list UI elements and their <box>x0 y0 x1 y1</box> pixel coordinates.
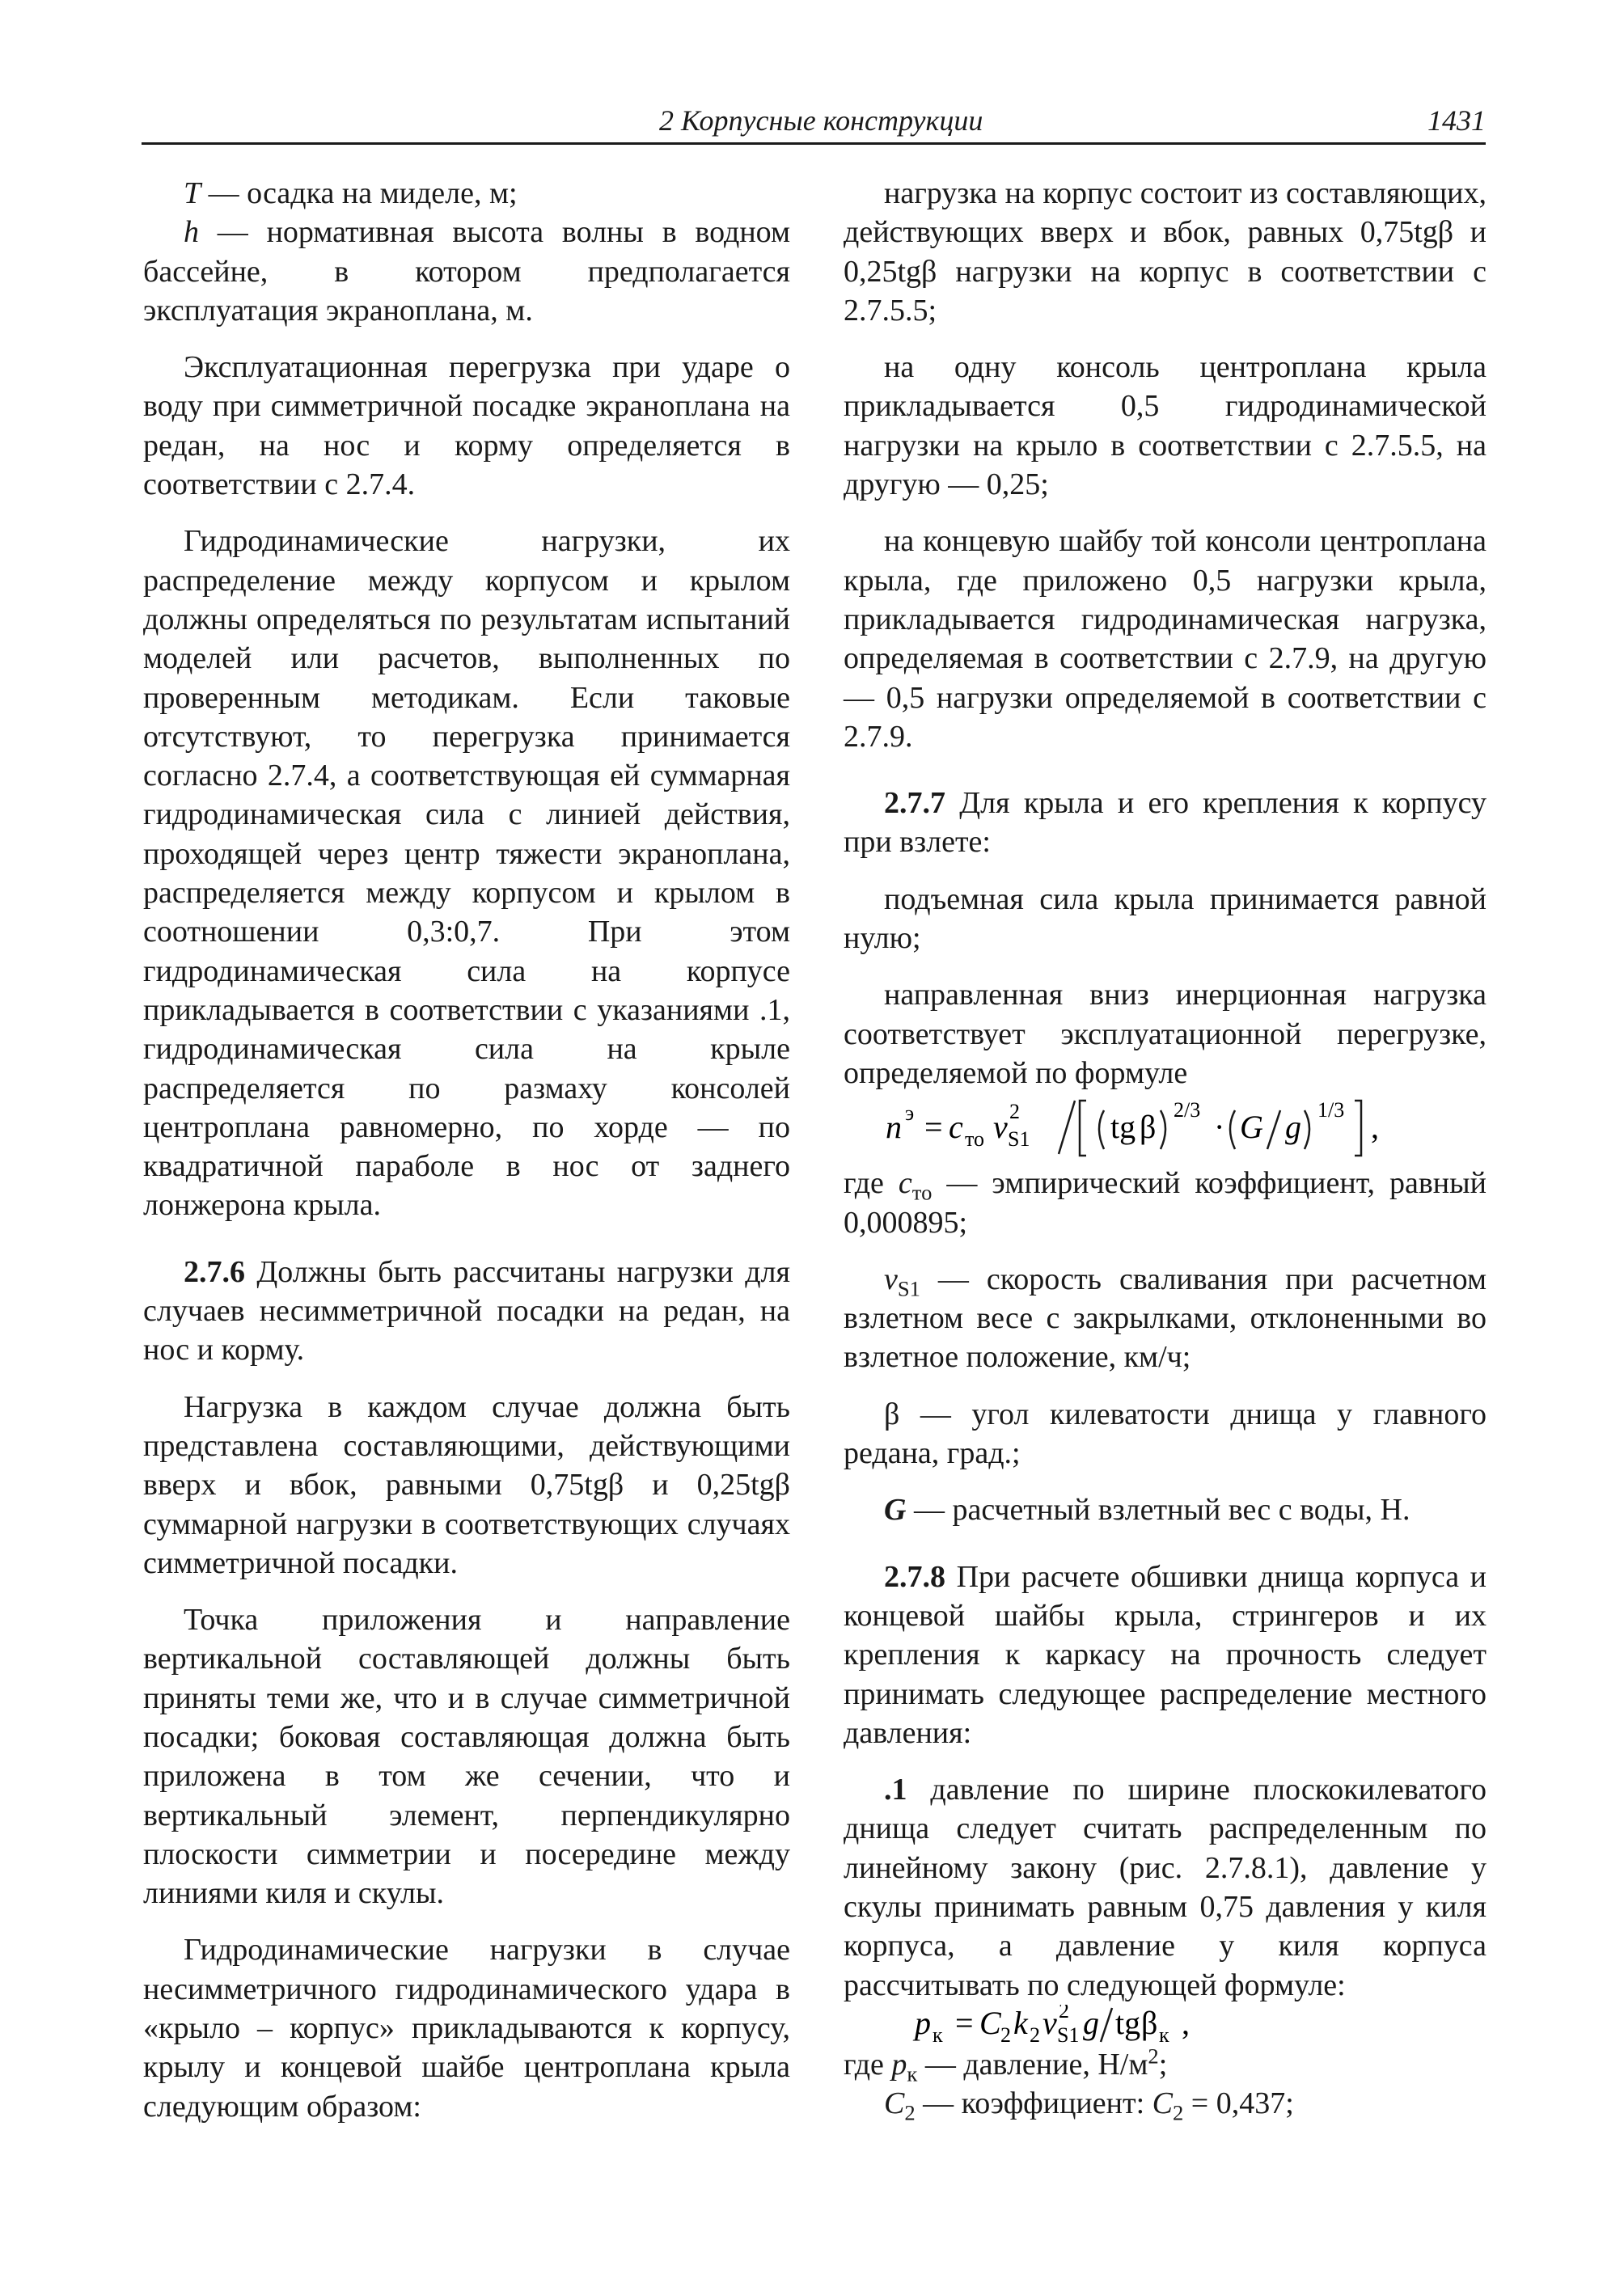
text: При расчете обшивки днища корпуса и концевой шайбы крыла, стрингеров и их крепления к каркасу на прочность следует принимать следующее распределение местного давления: <box>844 1559 1487 1750</box>
paren-right <box>1305 1110 1309 1149</box>
formula-function: tg <box>1110 1109 1136 1146</box>
symbol: h <box>184 215 199 250</box>
paren-left <box>1230 1110 1235 1149</box>
formula-subscript: S1 <box>1008 1127 1030 1152</box>
paragraph <box>143 174 790 213</box>
formula-symbol: g <box>1285 1109 1301 1146</box>
symbol: T <box>184 176 201 210</box>
formula-symbol: G <box>1240 1109 1263 1146</box>
division-slash <box>1101 2008 1112 2042</box>
subscript: 2 <box>904 2100 916 2125</box>
text: — эмпирический коэффициент, равный 0,000895; <box>844 1166 1487 1240</box>
text: — коэффициент: <box>915 2086 1152 2121</box>
text: Должны быть рассчитаны нагрузки для случаев несимметричной посадки на редан, на нос и корму. <box>143 1254 790 1367</box>
text: — осадка на миделе, м; <box>201 176 518 210</box>
formula-operator: = <box>955 2004 974 2041</box>
left-column <box>143 174 790 2126</box>
paragraph: Гидродинамические нагрузки, их распределение между корпусом и крылом должны определяться по результатам испытаний моделей или расчетов, выполненных по проверенным методикам. Если таковые отсутствуют, то перегрузка принимается согласно 2.7.4, а соответствующая ей суммарная гидродинамическая сила с линией действия, проходящей через центр тяжести экраноплана, распределяется между корпусом и крылом в соотношении 0,3:0,7. При этом гидродинамическая сила на корпусе прикладывается в соответствии с указаниями .1, гидродинамическая сила на крыле распределяется по размаху консолей центроплана равномерно, по хорде — по квадратичной параболе в нос от заднего лонжерона крыла. <box>143 524 790 1223</box>
formula-symbol: v <box>993 1109 1008 1146</box>
formula-symbol: g <box>1083 2004 1099 2041</box>
text: = 0,437; <box>1183 2086 1294 2121</box>
formula-superscript: 2 <box>1059 2004 1069 2023</box>
division-slash <box>1267 1110 1280 1149</box>
text: ; <box>1158 2047 1168 2082</box>
paragraph: на одну консоль центроплана крыла прикладывается 0,5 гидродинамической нагрузки на крыло в соответствии с 2.7.5.5, на другую — 0,25; <box>844 350 1487 502</box>
formula-superscript: 2/3 <box>1174 1098 1201 1122</box>
paragraph: Нагрузка в каждом случае должна быть представлена составляющими, действующими вверх и вбок, равными 0,75tgβ и 0,25tgβ суммарной нагрузки в соответствующих случаях симметричной посадки. <box>143 1389 790 1580</box>
formula-subscript: 2 <box>1000 2023 1011 2045</box>
superscript: 2 <box>1148 2044 1159 2069</box>
paragraph: подъемная сила крыла принимается равной нулю; <box>844 881 1487 956</box>
division-slash <box>1059 1101 1075 1154</box>
symbol: G <box>884 1493 907 1528</box>
paragraph: Гидродинамические нагрузки в случае несимметричного гидродинамического удара в «крыло – корпус» прикладываются к корпусу, крылу и концевой шайбе центроплана крыла следующим образом: <box>143 1933 790 2124</box>
text: где <box>844 2047 892 2082</box>
formula-symbol: v <box>1042 2004 1057 2041</box>
paragraph <box>844 1770 1487 2005</box>
formula-overload <box>844 1096 1487 1159</box>
paragraph: направленная вниз инерционная нагрузка соответствует эксплуатационной перегрузке, определяемой по формуле <box>844 978 1487 1090</box>
symbol: C <box>884 2086 905 2121</box>
text: — давление, Н/м <box>917 2047 1148 2082</box>
bracket-left <box>1080 1101 1086 1156</box>
clause-number: .1 <box>884 1773 907 1807</box>
paragraph <box>844 2084 1487 2123</box>
paragraph: на концевую шайбу той консоли центроплана крыла, где приложено 0,5 нагрузки крыла, прикладывается гидродинамическая нагрузка, определяемая в соответствии с 2.7.9, на другую — 0,5 нагрузки определяемой в соответствии с 2.7.9. <box>844 524 1487 754</box>
right-column <box>844 174 1487 2123</box>
formula-subscript: 2 <box>1030 2023 1040 2045</box>
formula-symbol: p <box>915 2004 931 2041</box>
paragraph: Эксплуатационная перегрузка при ударе о воду при симметричной посадке экраноплана на редан, на нос и корму определяется в соответствии с 2.7.4. <box>143 350 790 502</box>
formula-superscript: э <box>905 1101 915 1126</box>
formula-superscript: 2 <box>1009 1100 1020 1124</box>
formula-symbol: β <box>1140 1109 1157 1146</box>
formula-pressure <box>844 2005 1487 2045</box>
formula-superscript: 1/3 <box>1317 1098 1345 1122</box>
formula-punctuation: , <box>1371 1109 1379 1146</box>
paragraph <box>844 1260 1487 1377</box>
section-title: 2 Корпусные конструкции <box>659 104 983 137</box>
formula-operator: · <box>1214 1109 1225 1146</box>
formula-symbol: k <box>1013 2004 1028 2041</box>
formula-symbol: β <box>1141 2004 1158 2041</box>
formula-symbol: c <box>949 1109 963 1146</box>
formula-subscript: к <box>1159 2023 1169 2045</box>
subscript: 2 <box>1173 2100 1184 2125</box>
subscript: S1 <box>897 1276 920 1301</box>
clause-number: 2.7.6 <box>184 1254 245 1289</box>
symbol: v <box>884 1262 898 1296</box>
text: — расчетный взлетный вес с воды, Н. <box>906 1493 1410 1528</box>
paragraph: β — угол килеватости днища у главного редана, град.; <box>844 1397 1487 1471</box>
paragraph <box>844 2045 1487 2084</box>
running-header <box>142 104 1486 145</box>
formula-punctuation: , <box>1182 2004 1190 2041</box>
paragraph <box>844 1490 1487 1529</box>
page-number: 1431 <box>1427 104 1486 137</box>
text: давление по ширине плоскокилеватого днища следует считать распределенным по линейному закону (рис. 2.7.8.1), давление у скулы принимать равным 0,75 давления у киля корпуса, а давление у киля корпуса рассчитывать по следующей формуле: <box>844 1773 1487 2002</box>
formula-subscript: к <box>933 2023 943 2045</box>
formula-symbol: n <box>886 1109 902 1146</box>
formula-symbol: C <box>979 2004 1001 2041</box>
paragraph <box>844 1558 1487 1752</box>
clause-number: 2.7.7 <box>884 786 945 821</box>
paren-right <box>1161 1110 1165 1149</box>
text: где <box>844 1166 899 1201</box>
formula-pressure-svg <box>844 2005 1487 2045</box>
symbol: C <box>1152 2086 1173 2121</box>
clause-number: 2.7.8 <box>884 1559 945 1594</box>
text: — скорость сваливания при расчетном взлетном весе с закрылками, отклоненными во взлетное положение, км/ч; <box>844 1262 1487 1375</box>
formula-function: tg <box>1115 2004 1141 2041</box>
formula-overload-svg <box>844 1096 1487 1159</box>
paragraph: нагрузка на корпус состоит из составляющих, действующих вверх и вбок, равных 0,75tgβ и 0,25tgβ нагрузки на корпус в соответствии с 2.7.5.5; <box>844 176 1487 328</box>
subscript: то <box>911 1180 933 1205</box>
text: — нормативная высота волны в водном бассейне, в котором предполагается эксплуатация экраноплана, м. <box>143 215 790 328</box>
text: Для крыла и его крепления к корпусу при взлете: <box>844 786 1487 860</box>
subscript: к <box>907 2061 918 2086</box>
paren-left <box>1099 1110 1104 1149</box>
symbol: p <box>891 2047 907 2082</box>
formula-operator: = <box>924 1109 943 1146</box>
paragraph <box>844 784 1487 862</box>
bracket-right <box>1355 1101 1361 1156</box>
paragraph <box>844 1164 1487 1242</box>
formula-subscript: то <box>965 1127 985 1152</box>
formula-subscript: S1 <box>1057 2023 1080 2045</box>
paragraph: Точка приложения и направление вертикальной составляющей должны быть приняты теми же, что и в случае симметричной посадки; боковая составляющая должна быть приложена в том же сечении, что и вертикальный элемент, перпендикулярно плоскости симметрии и посередине между линиями киля и скулы. <box>143 1603 790 1911</box>
paragraph <box>143 213 790 330</box>
symbol: c <box>898 1166 912 1201</box>
paragraph <box>143 1253 790 1370</box>
